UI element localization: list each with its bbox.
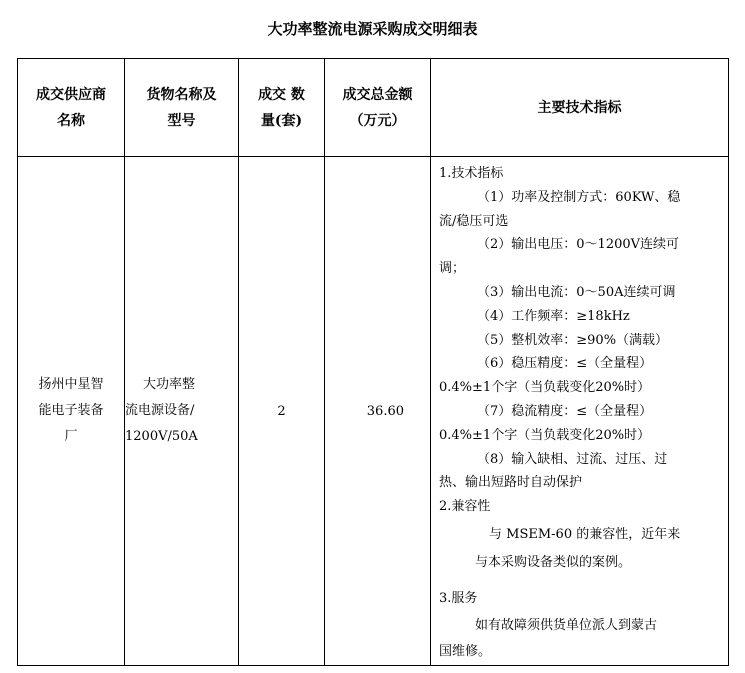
spec-line: 0.4%±1个字（当负载变化20%时） [439,380,651,396]
page-title: 大功率整流电源采购成交明细表 [267,20,478,38]
header-amount-line-2: （万元） [349,112,406,129]
spec-line: 与 MSEM-60 的兼容性，近年来 [489,526,681,542]
header-supplier-line-2: 名称 [57,112,85,129]
spec-line: 国维修。 [439,644,492,660]
header-amount [325,59,431,157]
header-specs: 主要技术指标 [431,59,729,157]
spec-line: （4）工作频率：≥18kHz [477,308,630,324]
supplier-line-1: 扬州中星智 [38,377,104,392]
spec-line: 如有故障须供货单位派人到蒙古 [475,618,658,634]
goods-line-2: 流电源设备/ [125,403,195,418]
spec-line: （1）功率及控制方式：60KW、稳 [477,189,681,205]
spec-line: 热、输出短路时自动保护 [439,475,583,491]
spec-line: 与本采购设备类似的案例。 [475,554,632,570]
header-supplier-line-1: 成交供应商 [36,86,106,103]
header-quantity [239,59,325,157]
goods-line-1: 大功率整 [143,377,196,392]
cell-quantity: 2 [239,157,325,666]
spec-line: （7）稳流精度：≤（全量程） [477,403,653,419]
spec-line: 0.4%±1个字（当负载变化20%时） [439,427,651,443]
spec-line: 1.技术指标 [439,166,504,181]
cell-amount: 36.60 [325,157,431,666]
table-row [18,157,729,666]
cell-goods [125,157,239,666]
spec-line: 2.兼容性 [439,499,491,515]
table-header-row [18,59,729,157]
spec-line: 调； [439,261,466,277]
spec-line: （6）稳压精度：≤（全量程） [477,356,653,372]
cell-supplier [18,157,125,666]
cell-specs [431,157,729,666]
header-supplier [18,59,125,157]
spec-line: （2）输出电压：0～1200V连续可 [477,237,680,253]
header-quantity-line-1: 成交 数 [258,86,305,103]
spec-line: （3）输出电流：0～50A连续可调 [477,284,676,300]
procurement-table [17,58,729,666]
spec-line: （8）输入缺相、过流、过压、过 [477,451,668,467]
header-goods-line-1: 货物名称及 [146,86,217,103]
goods-line-3: 1200V/50A [125,429,198,444]
header-goods [125,59,239,157]
header-amount-line-1: 成交总金额 [342,86,413,103]
spec-line: 3.服务 [439,590,478,606]
supplier-line-2: 能电子装备 [38,403,104,418]
spec-line: （5）整机效率：≥90%（满载） [477,332,669,348]
header-quantity-line-2: 量(套) [260,112,303,129]
spec-line: 流/稳压可选 [439,213,509,229]
header-goods-line-2: 型号 [167,112,196,129]
supplier-line-3: 厂 [64,429,78,444]
